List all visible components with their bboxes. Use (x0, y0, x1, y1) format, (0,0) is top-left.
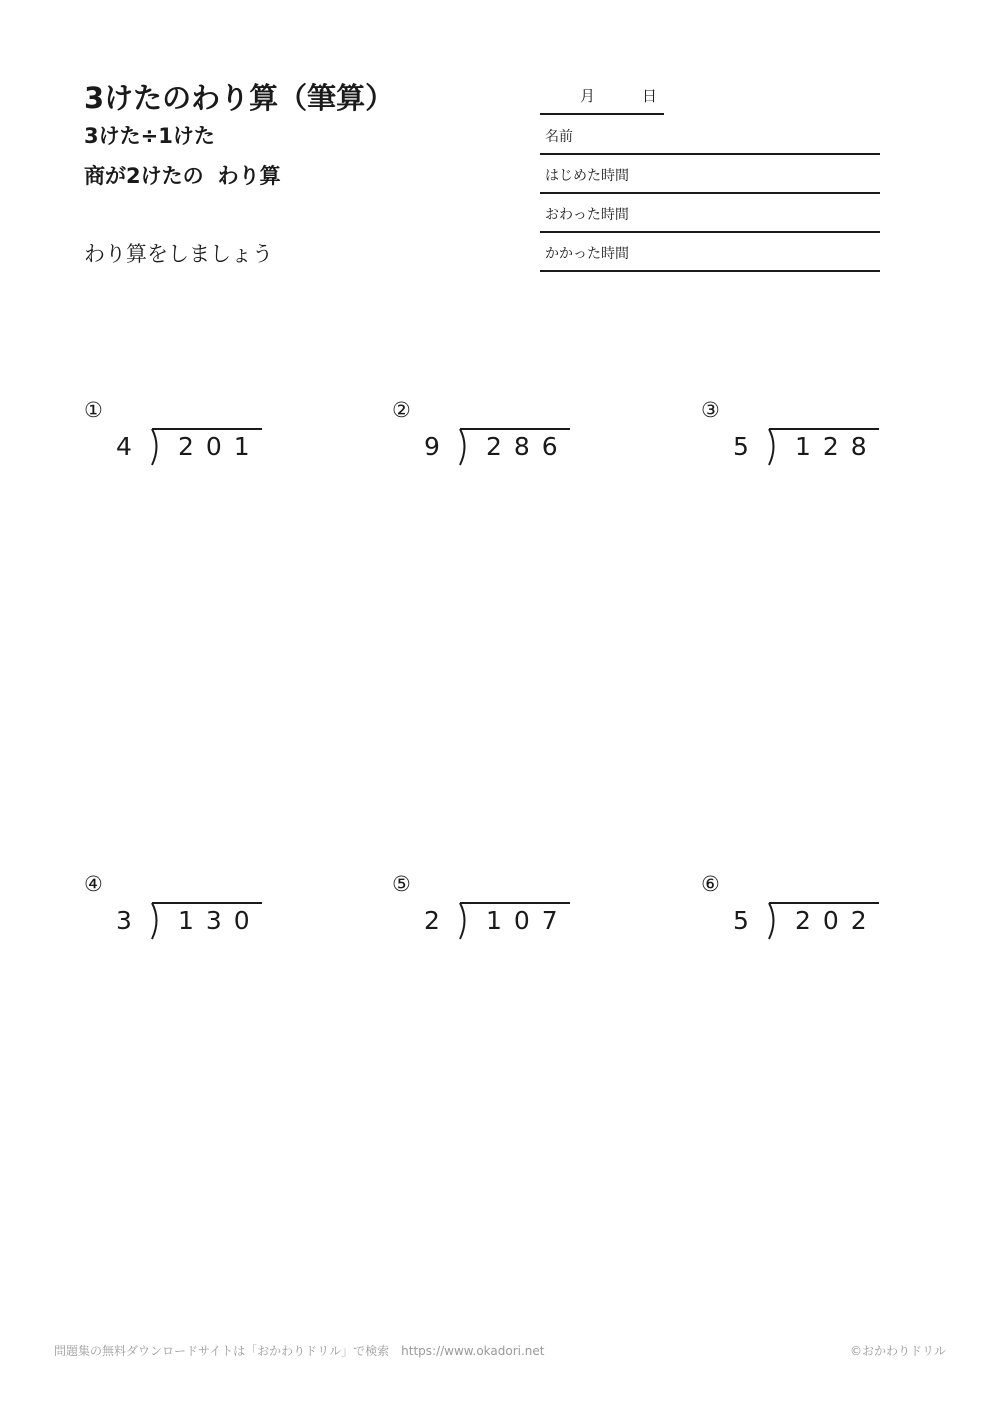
name-field[interactable] (540, 115, 880, 155)
worksheet-subtitle-2 (84, 160, 281, 190)
divisor: 3 (116, 906, 132, 935)
end-time-field[interactable] (540, 193, 880, 233)
dividend: 128 (795, 432, 879, 461)
instruction-text: わり算をしましょう (84, 242, 273, 266)
problem-number: ① (84, 398, 103, 422)
divisor: 4 (116, 432, 132, 461)
problem-1 (84, 398, 284, 468)
problem-2 (392, 398, 592, 468)
worksheet-title: 3けたのわり算（筆算） (84, 81, 395, 115)
dividend: 286 (486, 432, 570, 461)
month-label: 月 (580, 87, 596, 105)
divisor: 2 (424, 906, 440, 935)
worksheet-subtitle: 3けた÷1けた (84, 124, 215, 148)
dividend: 201 (178, 432, 262, 461)
end-time-label: おわった時間 (545, 207, 629, 223)
footer-copyright: ©おかわりドリル (850, 1344, 947, 1358)
elapsed-time-field[interactable] (540, 232, 880, 272)
problem-number: ③ (701, 398, 720, 422)
dividend: 107 (486, 906, 570, 935)
divisor: 9 (424, 432, 440, 461)
problem-3 (701, 398, 901, 468)
problem-6 (701, 872, 901, 942)
divisor: 5 (733, 432, 749, 461)
footer-download-note: 問題集の無料ダウンロードサイトは「おかわりドリル」で検索 https://www.okadori.net (54, 1344, 545, 1358)
subtitle-2-part-b: わり算 (217, 164, 281, 188)
day-label: 日 (642, 87, 658, 105)
subtitle-2-part-a: 商が2けたの (84, 164, 204, 188)
dividend: 202 (795, 906, 879, 935)
problem-number: ④ (84, 872, 103, 896)
problem-number: ⑥ (701, 872, 720, 896)
problem-number: ⑤ (392, 872, 411, 896)
problem-5 (392, 872, 592, 942)
name-label: 名前 (545, 129, 573, 145)
divisor: 5 (733, 906, 749, 935)
date-field[interactable] (540, 80, 664, 115)
start-time-label: はじめた時間 (545, 168, 629, 184)
dividend: 130 (178, 906, 262, 935)
elapsed-time-label: かかった時間 (545, 246, 629, 262)
problem-4 (84, 872, 284, 942)
problem-number: ② (392, 398, 411, 422)
start-time-field[interactable] (540, 154, 880, 194)
